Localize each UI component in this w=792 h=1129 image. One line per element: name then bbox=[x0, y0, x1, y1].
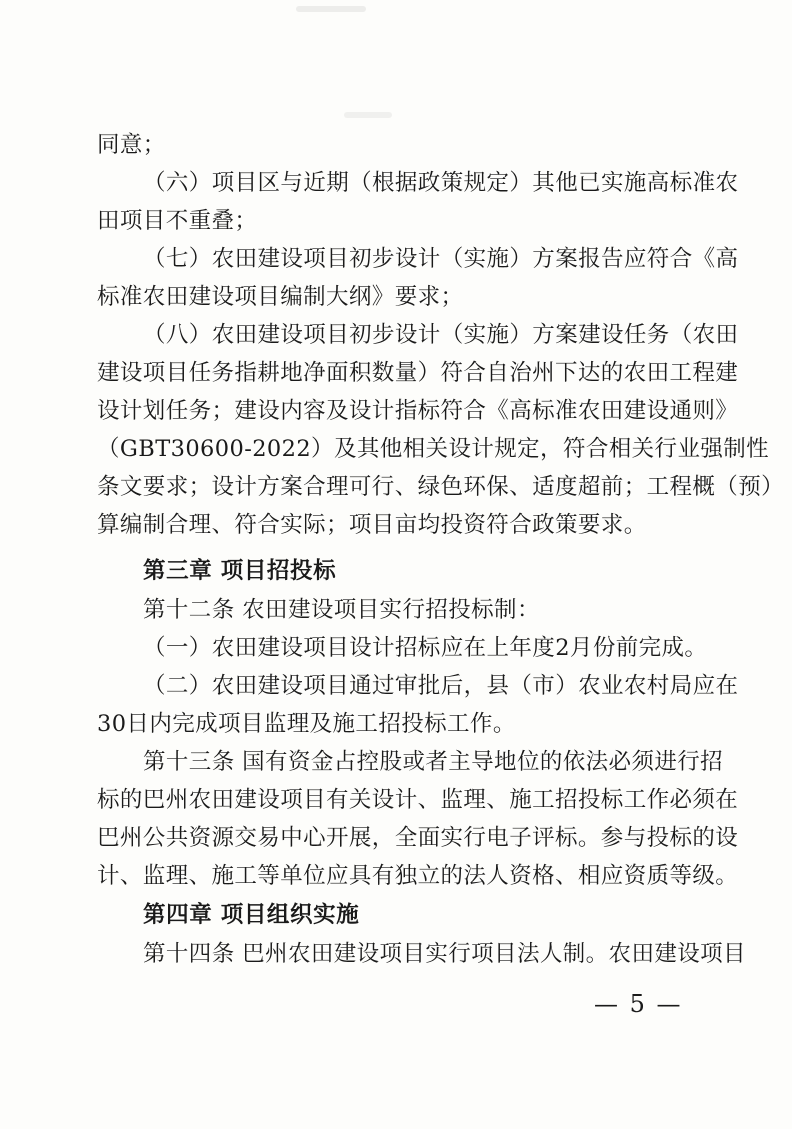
text-line: 条文要求；设计方案合理可行、绿色环保、适度超前；工程概（预） bbox=[97, 474, 785, 500]
article-line: 第十三条 国有资金占控股或者主导地位的依法必须进行招 bbox=[143, 749, 724, 775]
article-line: 第十二条 农田建设项目实行招投标制： bbox=[143, 597, 540, 623]
text-line: 30日内完成项目监理及施工招投标工作。 bbox=[97, 711, 516, 737]
text-line: 标准农田建设项目编制大纲》要求； bbox=[97, 284, 464, 310]
text-line: （一）农田建设项目设计招标应在上年度2月份前完成。 bbox=[143, 635, 708, 661]
text-line: 同意； bbox=[97, 132, 166, 158]
text-line: 田项目不重叠； bbox=[97, 208, 258, 234]
text-line: （GBT30600-2022）及其他相关设计规定，符合相关行业强制性 bbox=[97, 436, 770, 462]
text-line: （二）农田建设项目通过审批后，县（市）农业农村局应在 bbox=[143, 673, 739, 699]
text-line: 建设项目任务指耕地净面积数量）符合自治州下达的农田工程建 bbox=[97, 360, 739, 386]
bleed-through-mark bbox=[296, 6, 366, 12]
page-number: — 5 — bbox=[594, 990, 683, 1018]
text-line: （七）农田建设项目初步设计（实施）方案报告应符合《高 bbox=[143, 246, 739, 272]
text-line: 计、监理、施工等单位应具有独立的法人资格、相应资质等级。 bbox=[97, 863, 739, 889]
chapter-heading: 第四章 项目组织实施 bbox=[143, 902, 360, 928]
text-line: （八）农田建设项目初步设计（实施）方案建设任务（农田 bbox=[143, 322, 739, 348]
text-line: 巴州公共资源交易中心开展，全面实行电子评标。参与投标的设 bbox=[97, 825, 739, 851]
chapter-heading: 第三章 项目招投标 bbox=[143, 558, 337, 584]
text-line: 标的巴州农田建设项目有关设计、监理、施工招投标工作必须在 bbox=[97, 787, 739, 813]
text-line: （六）项目区与近期（根据政策规定）其他已实施高标准农 bbox=[143, 170, 739, 196]
text-line: 设计划任务；建设内容及设计指标符合《高标准农田建设通则》 bbox=[97, 398, 739, 424]
text-line: 算编制合理、符合实际；项目亩均投资符合政策要求。 bbox=[97, 512, 647, 538]
article-line: 第十四条 巴州农田建设项目实行项目法人制。农田建设项目 bbox=[143, 941, 746, 967]
bleed-through-mark bbox=[344, 112, 392, 118]
